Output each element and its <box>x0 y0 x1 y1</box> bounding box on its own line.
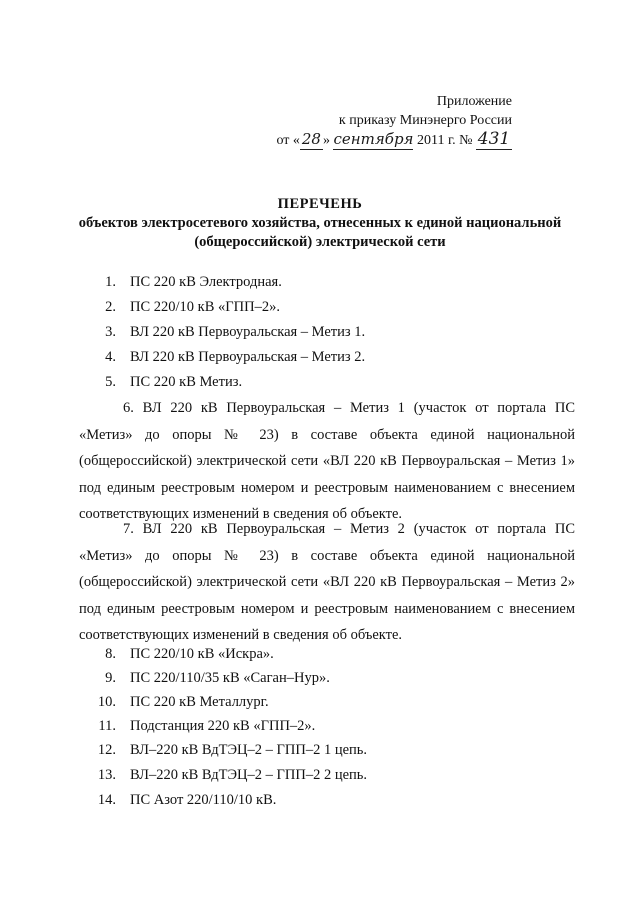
date-prefix: от « <box>276 133 300 148</box>
title-subtitle-line2: (общероссийской) электрической сети <box>194 234 446 250</box>
item-text: ВЛ 220 кВ Первоуральская – Метиз 2 (участок от портала ПС «Метиз» до опоры № 23) в составе объекта единой национальной (общероссийской) электрической сети «ВЛ 220 кВ Первоуральская – Метиз 2» под единым реестровым номером и реестровым наименованием с внесением соответствующих изменений в сведения об объекте. <box>79 521 575 643</box>
item-number: 8. <box>105 646 116 662</box>
item-number: 6. <box>123 400 134 416</box>
item-number: 13. <box>97 767 116 783</box>
item-number: 5. <box>105 374 116 390</box>
item-text: ВЛ–220 кВ ВдТЭЦ–2 – ГПП–2 2 цепь. <box>130 767 368 783</box>
document-title <box>40 195 600 252</box>
handwritten-order-number: 431 <box>477 129 511 149</box>
list-item <box>79 718 315 735</box>
item-text: ПС 220/110/35 кВ «Саган–Нур». <box>130 670 330 686</box>
item-number: 7. <box>123 521 134 537</box>
item-number: 3. <box>105 324 116 340</box>
handwritten-day: 28 <box>301 130 321 148</box>
item-text: ПС 220 кВ Метиз. <box>130 374 243 390</box>
item-number: 4. <box>105 349 116 365</box>
list-item <box>79 742 367 759</box>
item-number: 12. <box>97 742 116 758</box>
list-item-paragraph <box>79 395 575 528</box>
item-number: 2. <box>105 299 116 315</box>
list-item <box>79 767 367 784</box>
appendix-header <box>0 92 512 150</box>
item-number: 9. <box>105 670 116 686</box>
order-reference: к приказу Минэнерго России <box>338 113 512 128</box>
list-item <box>79 792 276 809</box>
item-number: 10. <box>97 694 116 710</box>
item-text: Подстанция 220 кВ «ГПП–2». <box>130 718 316 734</box>
list-item <box>79 374 242 391</box>
list-item <box>79 349 365 366</box>
title-subtitle-line1: объектов электросетевого хозяйства, отнесенных к единой национальной <box>78 215 562 231</box>
item-text: ВЛ 220 кВ Первоуральская – Метиз 1. <box>130 324 366 340</box>
list-item <box>79 274 282 291</box>
list-item-paragraph <box>79 516 575 649</box>
year-and-number-label: 2011 г. № <box>416 133 473 148</box>
handwritten-month: сентября <box>333 130 414 148</box>
order-date-line <box>0 130 512 150</box>
list-item <box>79 646 274 663</box>
item-text: ПС 220 кВ Электродная. <box>130 274 282 290</box>
item-text: ВЛ 220 кВ Первоуральская – Метиз 2. <box>130 349 366 365</box>
list-item <box>79 670 330 687</box>
item-text: ПС 220 кВ Металлург. <box>130 694 269 710</box>
item-text: ПС 220/10 кВ «Искра». <box>130 646 274 662</box>
item-text: ПС Азот 220/110/10 кВ. <box>130 792 277 808</box>
item-text: ВЛ 220 кВ Первоуральская – Метиз 1 (участок от портала ПС «Метиз» до опоры № 23) в составе объекта единой национальной (общероссийской) электрической сети «ВЛ 220 кВ Первоуральская – Метиз 1» под единым реестровым номером и реестровым наименованием с внесением соответствующих изменений в сведения об объекте. <box>79 400 575 522</box>
item-text: ВЛ–220 кВ ВдТЭЦ–2 – ГПП–2 1 цепь. <box>130 742 368 758</box>
date-quote-close: » <box>322 133 330 148</box>
item-number: 1. <box>105 274 116 290</box>
item-number: 11. <box>98 718 116 734</box>
list-item <box>79 299 280 316</box>
appendix-label: Приложение <box>436 94 512 109</box>
item-text: ПС 220/10 кВ «ГПП–2». <box>130 299 280 315</box>
title-main: ПЕРЕЧЕНЬ <box>277 196 363 212</box>
item-number: 14. <box>97 792 116 808</box>
list-item <box>79 324 365 341</box>
list-item <box>79 694 269 711</box>
